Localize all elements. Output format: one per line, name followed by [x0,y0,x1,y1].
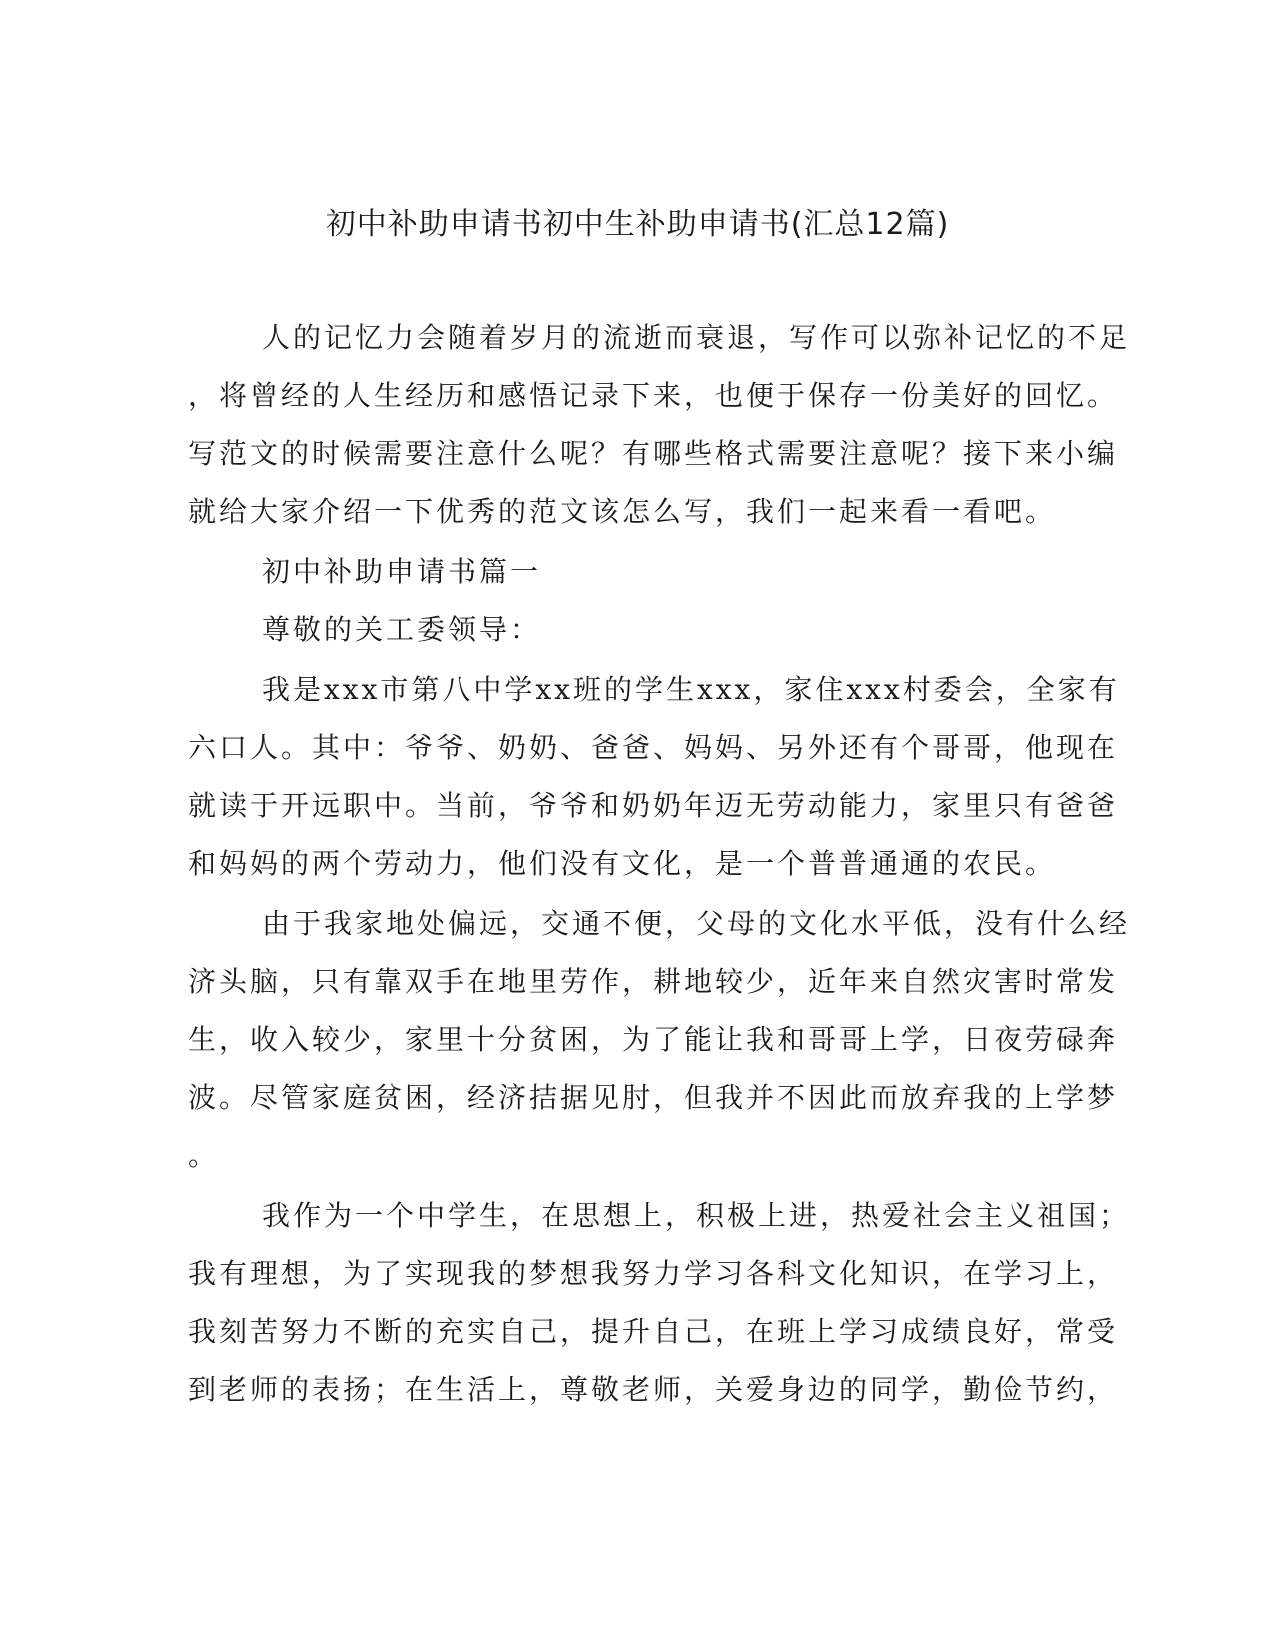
paragraph-line: 由于我家地处偏远，交通不便，父母的文化水平低，没有什么经 [262,907,1131,940]
paragraph-line: 六口人。其中：爷爷、奶奶、爸爸、妈妈、另外还有个哥哥，他现在 [188,731,1119,764]
salutation: 尊敬的关工委领导： [262,613,542,646]
document-title: 初中补助申请书初中生补助申请书(汇总12篇) [325,207,950,242]
paragraph-line: 。 [188,1139,220,1172]
paragraph-line: 就读于开远职中。当前，爷爷和奶奶年迈无劳动能力，家里只有爸爸 [188,789,1119,822]
paragraph-line: 就给大家介绍一下优秀的范文该怎么写，我们一起来看一看吧。 [188,495,1057,528]
paragraph-line: 济头脑，只有靠双手在地里劳作，耕地较少，近年来自然灾害时常发 [188,965,1119,998]
paragraph-line: 我是xxx市第八中学xx班的学生xxx，家住xxx村委会，全家有 [262,673,1120,706]
paragraph-line: 我有理想，为了实现我的梦想我努力学习各科文化知识，在学习上， [188,1257,1119,1290]
paragraph-line: 和妈妈的两个劳动力，他们没有文化，是一个普普通通的农民。 [188,847,1057,880]
section-heading: 初中补助申请书篇一 [262,555,542,588]
paragraph-line: 写范文的时候需要注意什么呢？有哪些格式需要注意呢？接下来小编 [188,437,1119,470]
paragraph-line: 生，收入较少，家里十分贫困，为了能让我和哥哥上学，日夜劳碌奔 [188,1023,1119,1056]
paragraph-line: ，将曾经的人生经历和感悟记录下来，也便于保存一份美好的回忆。 [188,379,1119,412]
paragraph-line: 我作为一个中学生，在思想上，积极上进，热爱社会主义祖国； [262,1199,1131,1232]
paragraph-line: 我刻苦努力不断的充实自己，提升自己，在班上学习成绩良好，常受 [188,1315,1119,1348]
paragraph-line: 波。尽管家庭贫困，经济拮据见肘，但我并不因此而放弃我的上学梦 [188,1081,1119,1114]
paragraph-line: 到老师的表扬；在生活上，尊敬老师，关爱身边的同学，勤俭节约， [188,1373,1119,1406]
paragraph-line: 人的记忆力会随着岁月的流逝而衰退，写作可以弥补记忆的不足 [262,321,1131,354]
